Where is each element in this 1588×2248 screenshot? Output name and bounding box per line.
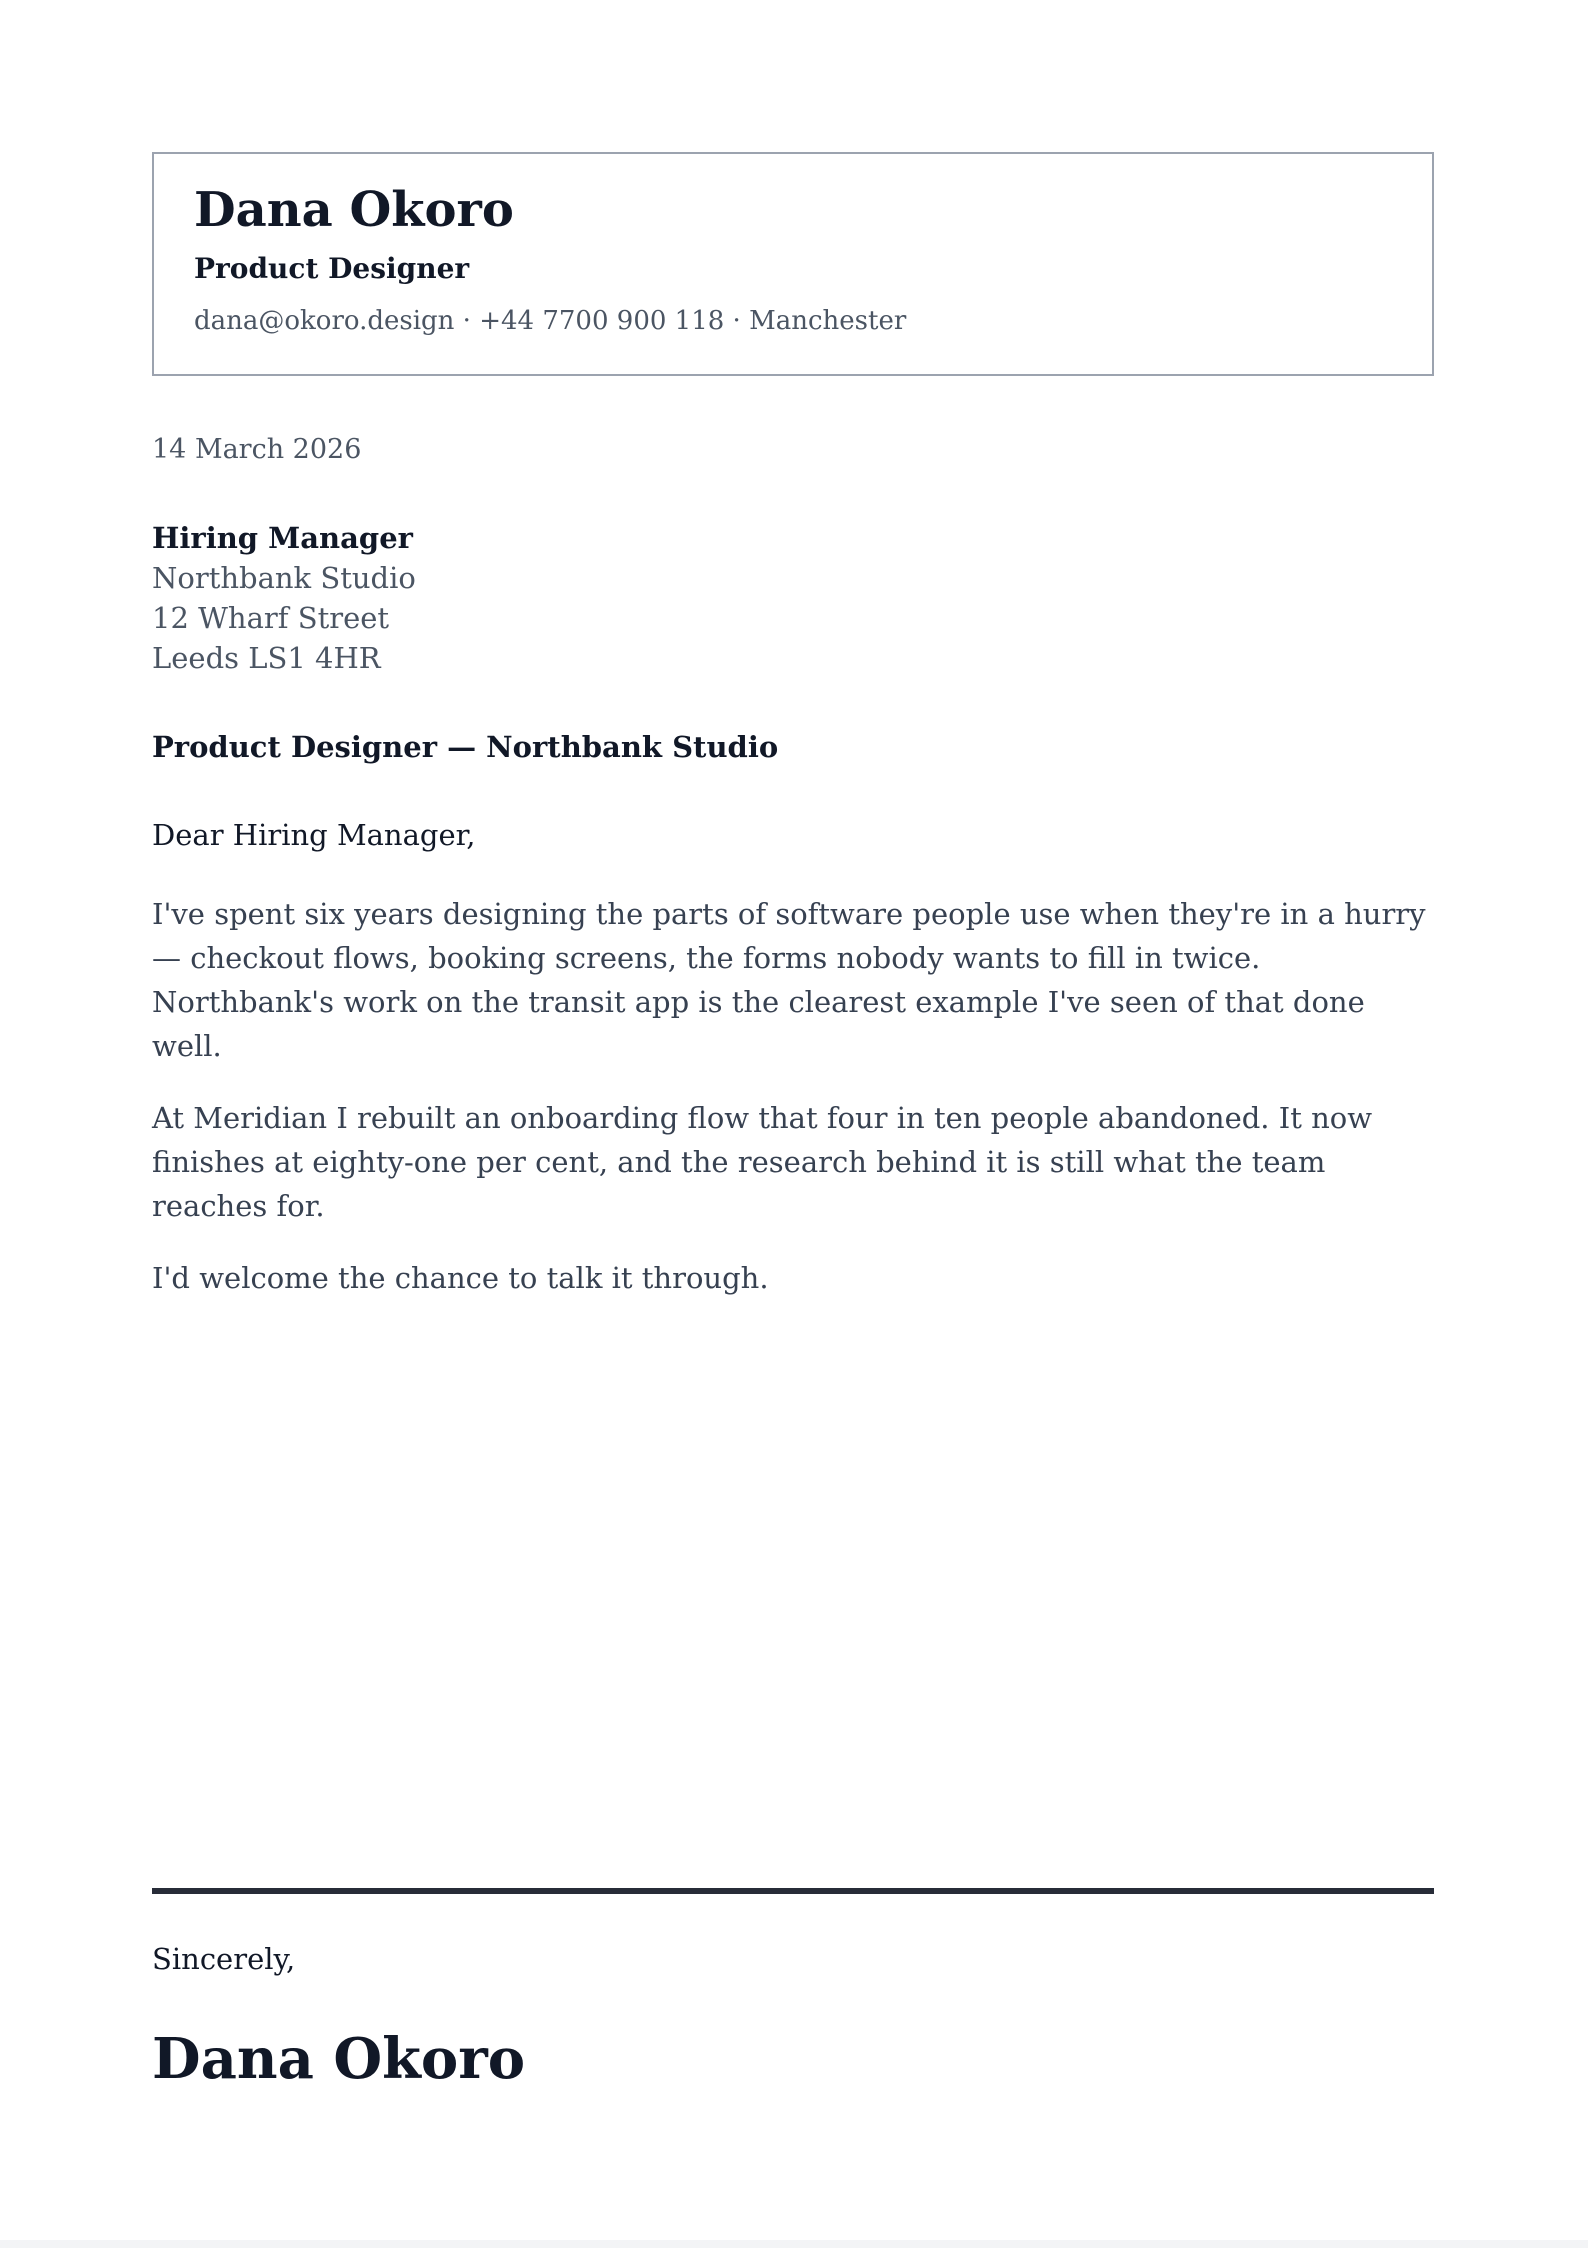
recipient-company: Northbank Studio: [152, 561, 416, 595]
signature-divider: [152, 1888, 1434, 1894]
body-paragraph: At Meridian I rebuilt an onboarding flow that four in ten people abandoned. It now finishes at eighty-one per cent, and the research behind it is still what the team reaches for.: [152, 1101, 1373, 1223]
body-paragraph: I've spent six years designing the parts of software people use when they're in a hurry — checkout flows, booking screens, the forms nobody wants to fill in twice. Northbank's work on the transit app is the clearest example I've seen of that done well.: [152, 897, 1426, 1063]
body-paragraph: I'd welcome the chance to talk it through.: [152, 1261, 769, 1295]
recipient-name: Hiring Manager: [152, 521, 413, 555]
recipient-city: Leeds LS1 4HR: [152, 641, 381, 675]
sender-name: Dana Okoro: [194, 182, 514, 238]
recipient-block: [152, 518, 416, 678]
letter-body: [152, 892, 1434, 1328]
sender-title: Product Designer: [194, 252, 470, 285]
page-bottom-edge: [0, 2240, 1588, 2248]
letter-date: 14 March 2026: [152, 434, 362, 465]
letterhead: [152, 152, 1434, 376]
sender-contact: dana@okoro.design · +44 7700 900 118 · Manchester: [194, 306, 907, 336]
closing: Sincerely,: [152, 1942, 296, 1976]
signature-name: Dana Okoro: [152, 2026, 526, 2092]
recipient-street: 12 Wharf Street: [152, 601, 390, 635]
salutation: Dear Hiring Manager,: [152, 818, 476, 852]
letter-subject: Product Designer — Northbank Studio: [152, 730, 779, 764]
